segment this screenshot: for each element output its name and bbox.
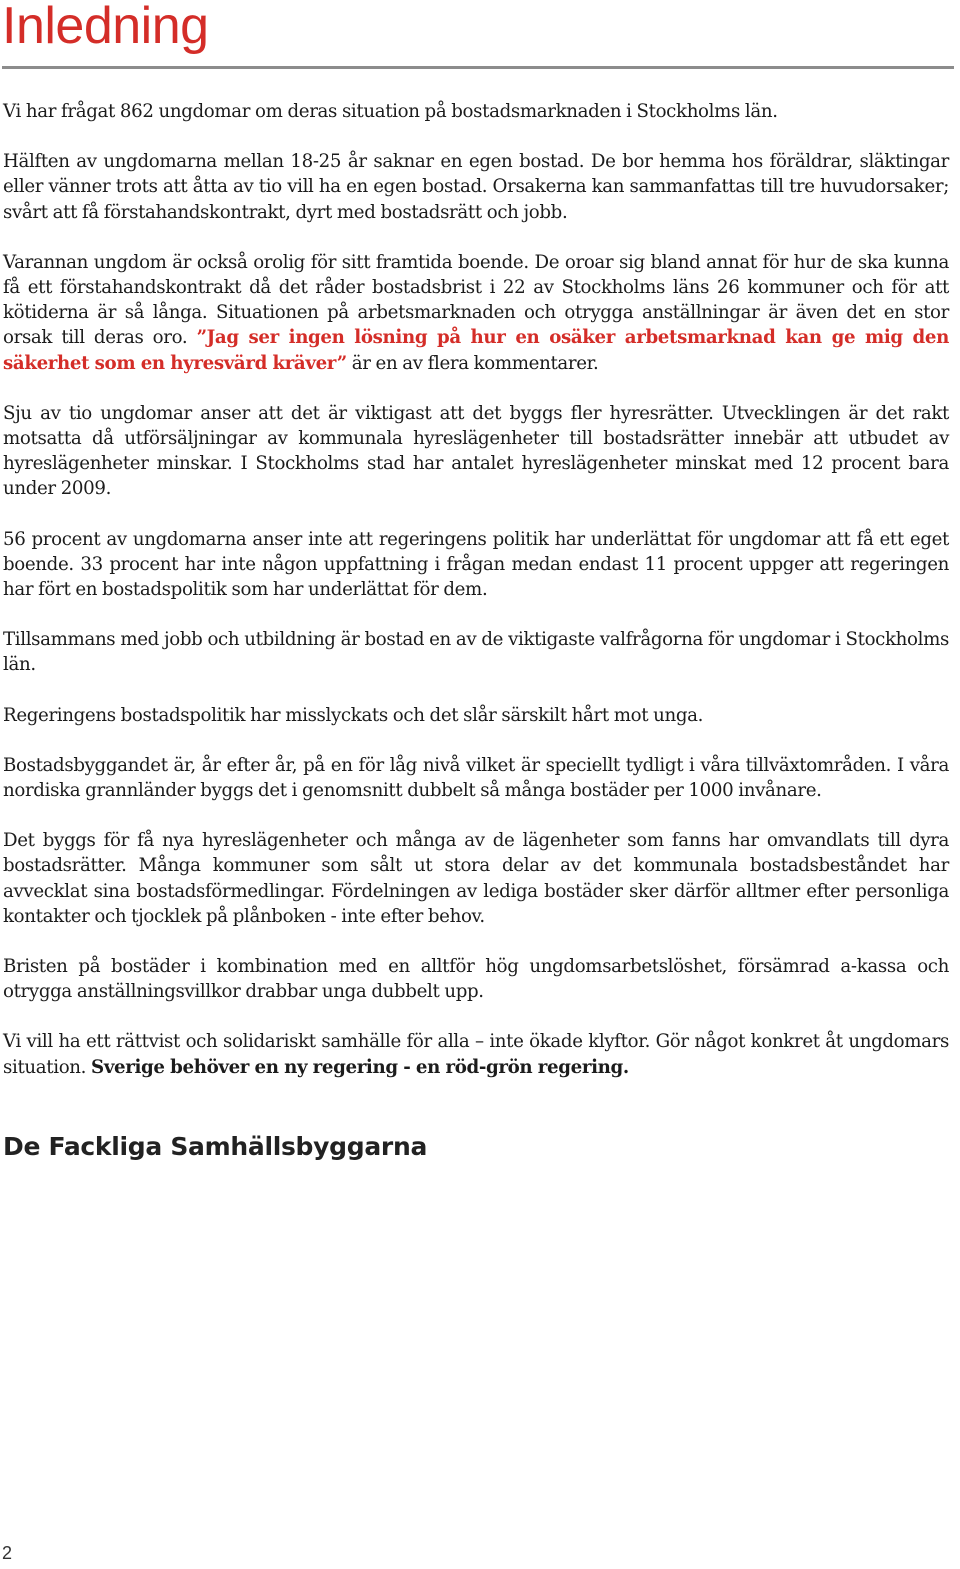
signature: De Fackliga Samhällsbyggarna [3, 1132, 428, 1161]
page-number: 2 [2, 1543, 13, 1563]
page-title: Inledning [2, 0, 209, 55]
paragraph-2: Hälften av ungdomarna mellan 18-25 år saknar en egen bostad. De bor hemma hos föräldrar, släktingar eller vänner trots att åtta av tio vill ha en egen bostad. Orsakerna kan sammanfattas till tre huvudorsaker; svårt att få förstahandskontrakt, dyrt med bostadsrätt och jobb. [3, 151, 949, 223]
paragraph-7: Regeringens bostadspolitik har misslyckats och det slår särskilt hårt mot unga. [3, 704, 704, 726]
paragraph-4: Sju av tio ungdomar anser att det är viktigast att det byggs fler hyresrätter. Utvecklingen är det rakt motsatta då utförsäljningar av kommunala hyreslägenheter till bostadsrätter innebär att utbudet av hyreslägenheter minskar. I Stockholms stad har antalet hyreslägenheter minskat med 12 procent bara under 2009. [3, 402, 949, 500]
paragraph-6: Tillsammans med jobb och utbildning är bostad en av de viktigaste valfrågorna för ungdomar i Stockholms län. [3, 629, 949, 676]
paragraph-3-text: Varannan ungdom är också orolig för sitt framtida boende. De oroar sig bland annat för hur de ska kunna få ett förstahandskontrakt då det råder bostadsbrist i 22 av Stockholms läns 26 kommuner och för att kötiderna är så långa. Situationen på arbetsmarknaden och otrygga anställningar är även det en stor orsak till deras oro. [3, 251, 949, 349]
paragraph-3 [3, 250, 949, 376]
paragraph-5: 56 procent av ungdomarna anser inte att regeringens politik har underlättat för ungdomar att få ett eget boende. 33 procent har inte någon uppfattning i frågan medan endast 11 procent uppger att regeringen har fört en bostadspolitik som har underlättat för dem. [3, 528, 949, 601]
title-divider [2, 66, 954, 69]
paragraph-11-text: Vi vill ha ett rättvist och solidariskt samhälle för alla – inte ökade klyftor. Gör något konkret åt ungdomars situation. [3, 1031, 949, 1078]
paragraph-9: Det byggs för få nya hyreslägenheter och många av de lägenheter som fanns har omvandlats till dyra bostadsrätter. Många kommuner som sålt ut stora delar av det kommunala bostadsbeståndet har avvecklat sina bostadsförmedlingar. Fördelningen av lediga bostäder sker därför alltmer efter personliga kontakter och tjocklek på plånboken - inte efter behov. [3, 830, 949, 927]
paragraph-8: Bostadsbyggandet är, år efter år, på en för låg nivå vilket är speciellt tydligt i våra tillväxtområden. I våra nordiska grannländer byggs det i genomsnitt dubbelt så många bostäder per 1000 invånare. [3, 754, 949, 802]
paragraph-10: Bristen på bostäder i kombination med en alltför hög ungdomsarbetslöshet, försämrad a-kassa och otrygga anställningsvillkor drabbar unga dubbelt upp. [3, 956, 949, 1003]
closing-statement: Sverige behöver en ny regering - en röd-grön regering. [91, 1056, 629, 1078]
highlighted-quote: ”Jag ser ingen lösning på hur en osäker arbetsmarknad kan ge mig den säkerhet som en hyresvärd kräver” [3, 327, 950, 374]
paragraph-11 [3, 1029, 949, 1079]
paragraph-3-tail: är en av flera kommentarer. [351, 352, 599, 374]
paragraph-1: Vi har frågat 862 ungdomar om deras situation på bostadsmarknaden i Stockholms län. [3, 101, 778, 122]
body-text [3, 99, 949, 1105]
